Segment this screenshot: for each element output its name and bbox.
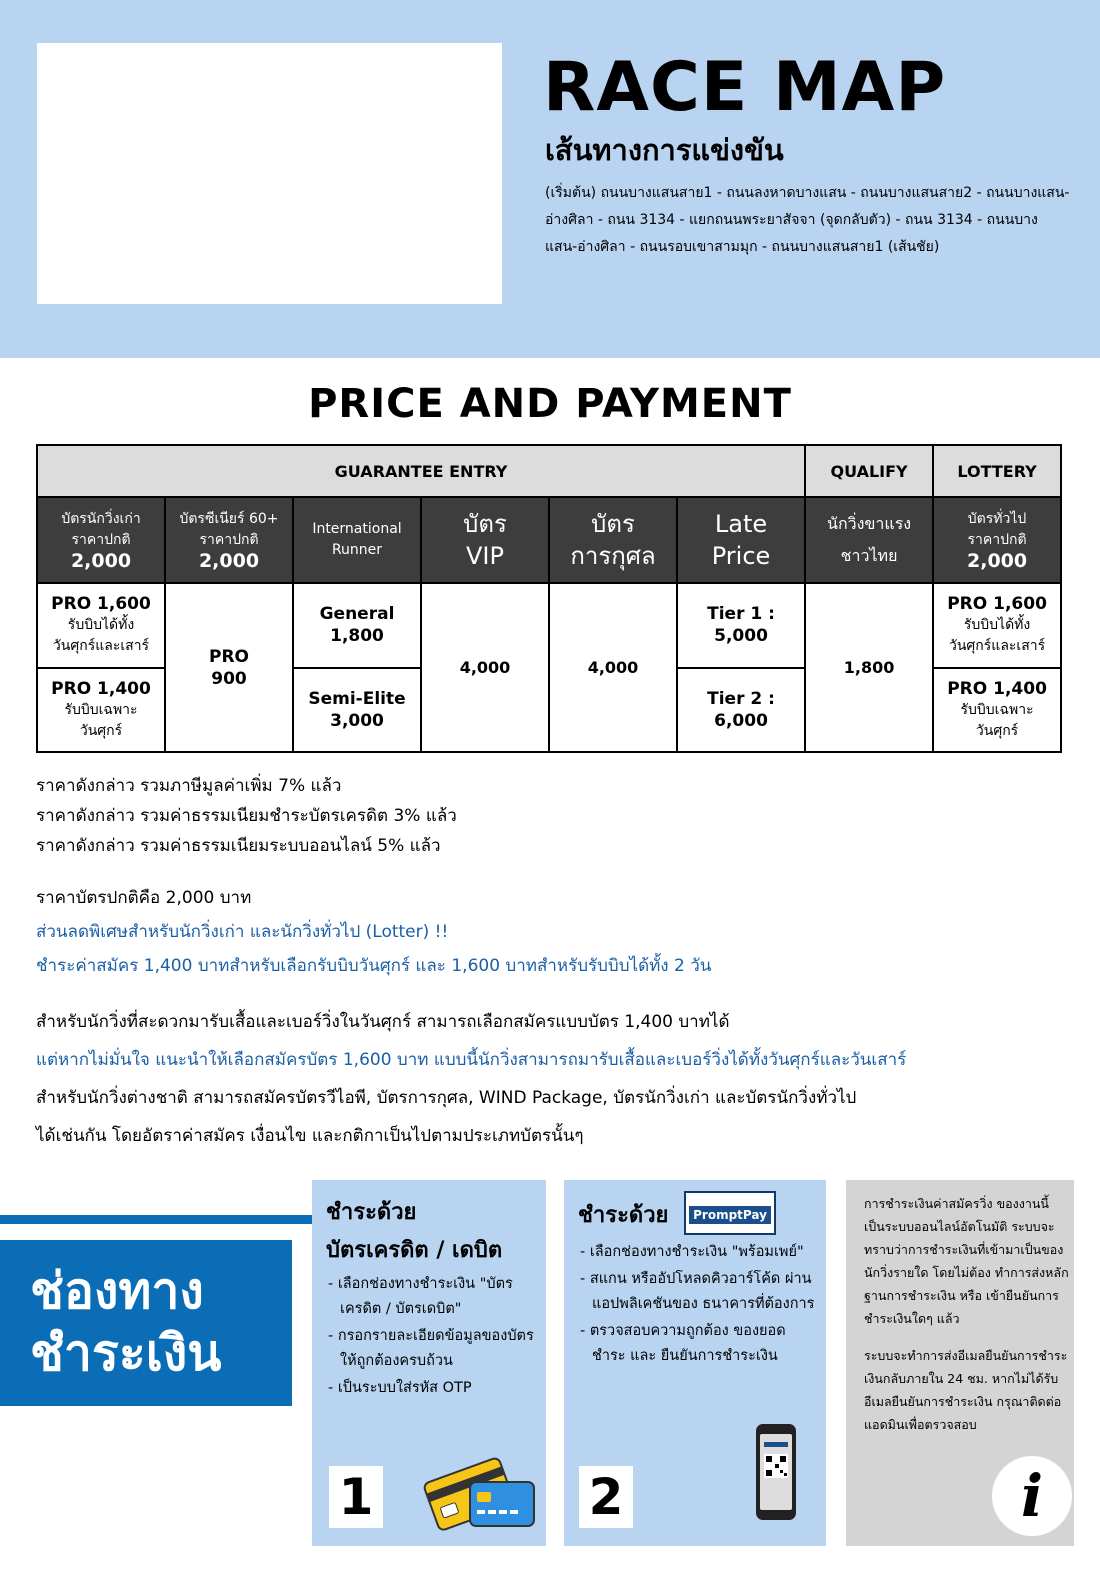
old-runner-pro1400-note-b: วันศุกร์ (79, 722, 123, 739)
international-general-price: 1,800 (330, 626, 384, 647)
old-runner-pro1400-note-a: รับบิบเฉพาะ (64, 701, 138, 718)
late-tier1-label: Tier 1 : (707, 604, 775, 625)
payment-channel-label (0, 1240, 292, 1406)
international-semi-elite (293, 668, 421, 753)
header-qualify: QUALIFY (805, 445, 933, 497)
promptpay-step-2: - สแกน หรืออัปโหลดคิวอาร์โค้ด ผ่านแอปพลิเคชันของ ธนาคารที่ต้องการ (580, 1271, 815, 1312)
vip-price: 4,000 (421, 583, 549, 752)
late-tier1-price: 5,000 (714, 626, 768, 647)
international-general-label: General (319, 604, 395, 625)
info-paragraph-2: ระบบจะทำการส่งอีเมลยืนยันการชำระเงินกลับภายใน 24 ชม. หากไม่ได้รับอีเมลยืนยันการชำระเงิน กรุณาติดต่อแอดมินเพื่อตรวจสอบ (864, 1348, 1068, 1432)
card-step-3: - เป็นระบบใส่รหัส OTP (328, 1380, 472, 1396)
race-map-section (0, 0, 1100, 358)
old-runner-pro1600-note-a: รับบิบได้ทั้ง (67, 617, 135, 634)
header-lottery: LOTTERY (933, 445, 1061, 497)
late-tier2 (677, 668, 805, 753)
notes-discount (36, 883, 1076, 981)
note-discount-detail: ชำระค่าสมัคร 1,400 บาทสำหรับเลือกรับบิบวันศุกร์ และ 1,600 บาทสำหรับรับบิบได้ทั้ง 2 วัน (36, 956, 712, 976)
lottery-pro1600-note-b: วันศุกร์และเสาร์ (948, 638, 1046, 655)
payment-label-line2: ชำระเงิน (30, 1324, 222, 1382)
note-online-fee: ราคาดังกล่าว รวมค่าธรรมเนียมระบบออนไลน์ 5% แล้ว (36, 836, 441, 856)
promptpay-panel-title (578, 1194, 776, 1238)
info-paragraph-1: การชำระเงินค่าสมัครวิ่ง ของงานนี้เป็นระบบออนไลน์อัตโนมัติ ระบบจะทราบว่าการชำระเงินที่เข้ามาเป็นของนักวิ่งรายใด โดยไม่ต้อง ทำการส่งหลักฐานการชำระเงิน หรือ เข้ายืนยันการชำระเงินใดๆ แล้ว (864, 1196, 1069, 1326)
payment-card-panel (312, 1180, 546, 1546)
note-vat: ราคาดังกล่าว รวมภาษีมูลค่าเพิ่ม 7% แล้ว (36, 776, 342, 796)
lottery-pro1400-price: PRO 1,400 (947, 678, 1047, 699)
col-lottery-price: 2,000 (967, 549, 1028, 572)
col-international (293, 497, 421, 583)
header-guarantee-entry: GUARANTEE ENTRY (37, 445, 805, 497)
col-late-label-a: Late (714, 510, 768, 538)
lottery-pro1400-note-b: วันศุกร์ (975, 722, 1019, 739)
note-normal-price: ราคาบัตรปกติคือ 2,000 บาท (36, 888, 252, 908)
race-map-title: RACE MAP (543, 48, 947, 127)
late-tier2-price: 6,000 (714, 710, 768, 731)
note-foreign-terms: ได้เช่นกัน โดยอัตราค่าสมัคร เงื่อนไข และกติกาเป็นไปตามประเภทบัตรนั้นๆ (36, 1126, 584, 1146)
international-semi-label: Semi-Elite (308, 688, 406, 709)
old-runner-pro1600-note-b: วันศุกร์และเสาร์ (52, 638, 150, 655)
col-lottery (933, 497, 1061, 583)
col-qualify (805, 497, 933, 583)
note-foreign: สำหรับนักวิ่งต่างชาติ สามารถสมัครบัตรวีไอพี, บัตรการกุศล, WIND Package, บัตรนักวิ่งเก่า และบัตรนักวิ่งทั่วไป (36, 1088, 857, 1108)
col-international-label-b: Runner (331, 542, 383, 558)
col-late-price (677, 497, 805, 583)
old-runner-pro1400 (37, 668, 165, 753)
col-senior-normal: ราคาปกติ (199, 531, 259, 548)
race-route-description: (เริ่มต้น) ถนนบางแสนสาย1 - ถนนลงหาดบางแสน - ถนนบางแสนสาย2 - ถนนบางแสน-อ่างศิลา - ถนน 3134 - แยกถนนพระยาสัจจา (จุดกลับตัว) - ถนน 3134 - ถนนบางแสน-อ่างศิลา - ถนนรอบเขาสามมุก - ถนนบางแสนสาย1 (เส้นชัย) (545, 185, 1070, 255)
col-international-label-a: International (312, 521, 402, 537)
lottery-pro1600-price: PRO 1,600 (947, 594, 1047, 615)
card-step-2: - กรอกรายละเอียดข้อมูลของบัตรให้ถูกต้องครบถ้วน (328, 1328, 534, 1369)
col-senior-price: 2,000 (198, 549, 260, 572)
old-runner-pro1400-price: PRO 1,400 (51, 678, 151, 699)
credit-card-icon (422, 1452, 537, 1537)
col-qualify-label-a: นักวิ่งขาแรง (827, 514, 912, 533)
col-old-runner-price: 2,000 (70, 549, 132, 572)
senior-pro900 (165, 583, 293, 752)
price-title: PRICE AND PAYMENT (308, 381, 792, 427)
late-tier1 (677, 583, 805, 668)
late-tier2-label: Tier 2 : (707, 688, 775, 709)
note-credit-fee: ราคาดังกล่าว รวมค่าธรรมเนียมชำระบัตรเครดิต 3% แล้ว (36, 806, 457, 826)
note-friday-pickup: สำหรับนักวิ่งที่สะดวกมารับเสื้อและเบอร์วิ่งในวันศุกร์ สามารถเลือกสมัครแบบบัตร 1,400 บาทได้ (36, 1012, 730, 1032)
payment-promptpay-panel (564, 1180, 826, 1546)
promptpay-step-number: 2 (579, 1466, 633, 1528)
promptpay-step-3: - ตรวจสอบความถูกต้อง ของยอดชำระ และ ยืนยันการชำระเงิน (580, 1323, 786, 1364)
card-panel-title (326, 1194, 502, 1270)
international-general (293, 583, 421, 668)
col-old-runner-normal: ราคาปกติ (71, 531, 131, 548)
col-qualify-label-b: ชาวไทย (840, 546, 898, 565)
card-step-1: - เลือกช่องทางชำระเงิน "บัตรเครดิต / บัตรเดบิต" (328, 1276, 513, 1317)
col-vip-label-a: บัตร (463, 510, 507, 538)
note-recommend: แต่หากไม่มั่นใจ แนะนำให้เลือกสมัครบัตร 1,600 บาท แบบนี้นักวิ่งสามารถมารับเสื้อและเบอร์วิ่งได้ทั้งวันศุกร์และวันเสาร์ (36, 1050, 907, 1070)
col-old-runner-label: บัตรนักวิ่งเก่า (61, 510, 141, 527)
promptpay-step-1: - เลือกช่องทางชำระเงิน "พร้อมเพย์" (580, 1244, 804, 1260)
col-vip-label-b: VIP (466, 542, 504, 570)
col-lottery-label: บัตรทั่วไป (967, 510, 1027, 527)
race-map-image (37, 43, 502, 304)
col-old-runner (37, 497, 165, 583)
notes-fees (36, 771, 1076, 861)
promptpay-steps-list (578, 1240, 816, 1371)
international-semi-price: 3,000 (330, 710, 384, 731)
card-panel-title-line1: ชำระด้วย (326, 1200, 417, 1225)
senior-pro-price: 900 (211, 668, 247, 689)
charity-price: 4,000 (549, 583, 677, 752)
col-charity-label-a: บัตร (591, 510, 635, 538)
lottery-pro1600-note-a: รับบิบได้ทั้ง (963, 617, 1031, 634)
payment-label-line1: ช่องทาง (30, 1262, 204, 1320)
col-charity (549, 497, 677, 583)
card-panel-title-line2: บัตรเครดิต / เดบิต (326, 1238, 503, 1263)
note-discount: ส่วนลดพิเศษสำหรับนักวิ่งเก่า และนักวิ่งทั่วไป (Lotter) !! (36, 922, 449, 942)
old-runner-pro1600-price: PRO 1,600 (51, 594, 151, 615)
col-vip (421, 497, 549, 583)
old-runner-pro1600 (37, 583, 165, 668)
lottery-pro1400-note-a: รับบิบเฉพาะ (960, 701, 1034, 718)
race-map-subtitle: เส้นทางการแข่งขัน (545, 133, 784, 167)
price-table (36, 444, 1062, 753)
qualify-price: 1,800 (805, 583, 933, 752)
payment-label-accent (0, 1215, 315, 1224)
senior-pro-label: PRO (208, 646, 249, 667)
smartphone-qr-icon (754, 1422, 798, 1522)
lottery-pro1600 (933, 583, 1061, 668)
col-senior (165, 497, 293, 583)
col-late-label-b: Price (711, 542, 771, 570)
lottery-pro1400 (933, 668, 1061, 753)
col-lottery-normal: ราคาปกติ (967, 531, 1027, 548)
card-steps-list (326, 1272, 541, 1403)
promptpay-logo-icon: PromptPay (684, 1191, 776, 1235)
card-step-number: 1 (329, 1466, 383, 1528)
col-senior-label: บัตรซีเนียร์ 60+ (179, 510, 279, 527)
info-icon: i (992, 1456, 1072, 1536)
notes-pickup (36, 1003, 1076, 1155)
col-charity-label-b: การกุศล (570, 542, 656, 570)
promptpay-panel-title-text: ชำระด้วย (578, 1203, 669, 1228)
